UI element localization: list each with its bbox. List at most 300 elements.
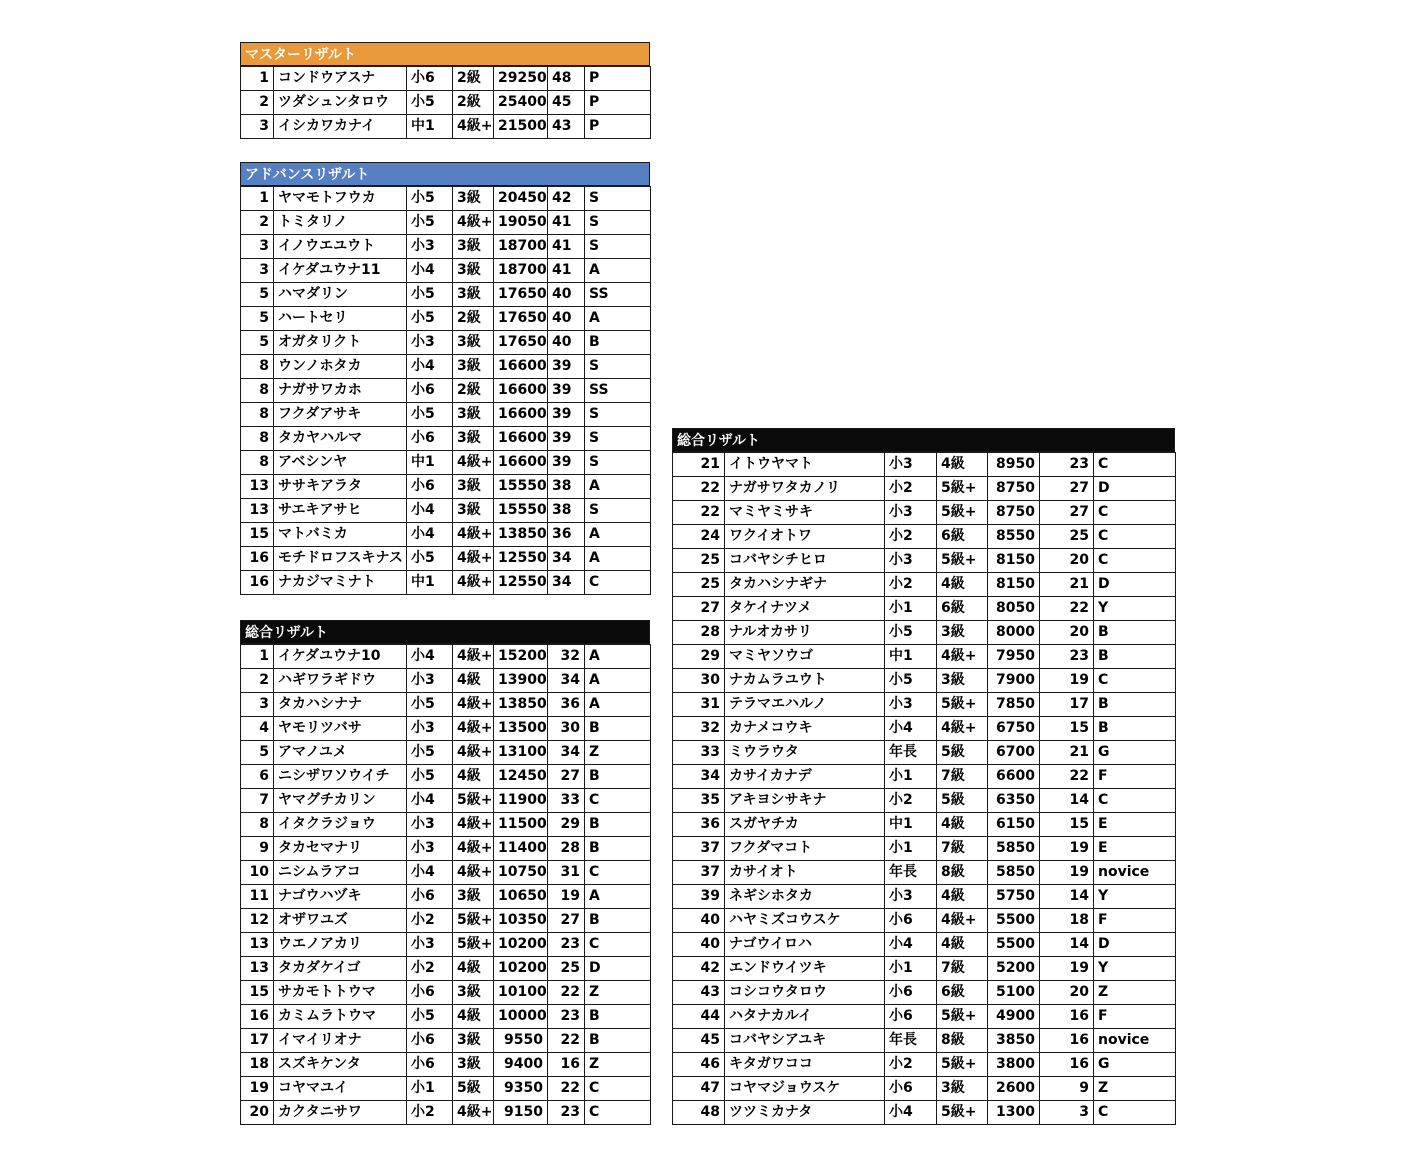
cell-score: 7850	[988, 693, 1040, 717]
cell-score: 25400	[494, 91, 548, 115]
cell-name: イノウエユウト	[274, 235, 407, 259]
cell-count: 23	[548, 1101, 585, 1125]
cell-level: 4級+	[453, 837, 494, 861]
cell-level: 3級	[453, 355, 494, 379]
cell-class: D	[1094, 573, 1176, 597]
cell-class: Z	[1094, 1077, 1176, 1101]
cell-score: 16600	[494, 451, 548, 475]
cell-rank: 5	[241, 307, 274, 331]
cell-class: B	[1094, 693, 1176, 717]
cell-name: マミヤソウゴ	[725, 645, 885, 669]
cell-count: 31	[548, 861, 585, 885]
cell-grade: 小3	[885, 885, 937, 909]
table-row	[241, 427, 651, 451]
cell-grade: 中1	[407, 571, 453, 595]
cell-class: B	[1094, 621, 1176, 645]
cell-rank: 48	[673, 1101, 725, 1125]
cell-score: 16600	[494, 379, 548, 403]
cell-class: A	[585, 475, 651, 499]
cell-grade: 小3	[407, 235, 453, 259]
cell-class: SS	[585, 283, 651, 307]
cell-count: 15	[1040, 717, 1094, 741]
cell-grade: 小6	[885, 909, 937, 933]
cell-class: C	[585, 1101, 651, 1125]
cell-count: 40	[548, 331, 585, 355]
cell-score: 5100	[988, 981, 1040, 1005]
cell-rank: 24	[673, 525, 725, 549]
cell-class: Z	[585, 1053, 651, 1077]
cell-rank: 15	[241, 981, 274, 1005]
cell-grade: 中1	[407, 451, 453, 475]
cell-grade: 小3	[885, 549, 937, 573]
cell-name: ナガサワタカノリ	[725, 477, 885, 501]
cell-score: 17650	[494, 331, 548, 355]
cell-rank: 2	[241, 669, 274, 693]
cell-score: 13850	[494, 523, 548, 547]
cell-level: 5級+	[937, 693, 988, 717]
cell-count: 21	[1040, 741, 1094, 765]
cell-level: 4級+	[453, 571, 494, 595]
cell-class: S	[585, 211, 651, 235]
cell-rank: 8	[241, 813, 274, 837]
cell-class: S	[585, 355, 651, 379]
table-row	[241, 765, 651, 789]
cell-name: サカモトトウマ	[274, 981, 407, 1005]
master-result-table	[240, 66, 651, 139]
cell-count: 39	[548, 451, 585, 475]
cell-rank: 25	[673, 573, 725, 597]
cell-rank: 30	[673, 669, 725, 693]
cell-name: イケダユウナ10	[274, 645, 407, 669]
table-row	[241, 91, 651, 115]
cell-score: 18700	[494, 235, 548, 259]
cell-rank: 8	[241, 427, 274, 451]
cell-count: 16	[548, 1053, 585, 1077]
cell-rank: 40	[673, 909, 725, 933]
cell-score: 8950	[988, 453, 1040, 477]
cell-level: 5級+	[937, 501, 988, 525]
cell-grade: 年長	[885, 741, 937, 765]
cell-count: 22	[1040, 765, 1094, 789]
cell-name: ハタナカルイ	[725, 1005, 885, 1029]
cell-name: サエキアサヒ	[274, 499, 407, 523]
cell-level: 4級	[937, 813, 988, 837]
cell-level: 6級	[937, 525, 988, 549]
table-row	[673, 909, 1176, 933]
cell-name: ヤモリツバサ	[274, 717, 407, 741]
cell-rank: 12	[241, 909, 274, 933]
cell-count: 20	[1040, 621, 1094, 645]
cell-name: タカダケイゴ	[274, 957, 407, 981]
cell-grade: 小6	[407, 1029, 453, 1053]
table-row	[673, 1029, 1176, 1053]
cell-level: 4級	[937, 573, 988, 597]
cell-rank: 39	[673, 885, 725, 909]
cell-score: 10000	[494, 1005, 548, 1029]
cell-count: 45	[548, 91, 585, 115]
cell-count: 32	[548, 645, 585, 669]
table-row	[673, 837, 1176, 861]
cell-name: ナカジマミナト	[274, 571, 407, 595]
cell-name: カナメコウキ	[725, 717, 885, 741]
cell-name: コヤマユイ	[274, 1077, 407, 1101]
cell-count: 16	[1040, 1053, 1094, 1077]
cell-rank: 2	[241, 211, 274, 235]
cell-grade: 小5	[407, 1005, 453, 1029]
table-row	[673, 693, 1176, 717]
cell-name: モチドロフスキナス	[274, 547, 407, 571]
cell-name: タカハシナギナ	[725, 573, 885, 597]
cell-score: 8150	[988, 573, 1040, 597]
cell-grade: 小3	[407, 669, 453, 693]
table-row	[241, 645, 651, 669]
cell-class: A	[585, 645, 651, 669]
cell-grade: 中1	[885, 645, 937, 669]
cell-grade: 小1	[407, 1077, 453, 1101]
cell-rank: 37	[673, 837, 725, 861]
cell-count: 15	[1040, 813, 1094, 837]
cell-grade: 小4	[407, 259, 453, 283]
cell-level: 2級	[453, 91, 494, 115]
cell-rank: 33	[673, 741, 725, 765]
cell-level: 4級+	[453, 211, 494, 235]
cell-class: SS	[585, 379, 651, 403]
cell-class: C	[585, 1077, 651, 1101]
cell-count: 25	[548, 957, 585, 981]
table-row	[241, 211, 651, 235]
table-row	[673, 1101, 1176, 1125]
cell-name: オザワユズ	[274, 909, 407, 933]
cell-rank: 4	[241, 717, 274, 741]
cell-score: 4900	[988, 1005, 1040, 1029]
cell-score: 12550	[494, 571, 548, 595]
cell-level: 4級+	[453, 1101, 494, 1125]
cell-score: 10750	[494, 861, 548, 885]
cell-name: スガヤチカ	[725, 813, 885, 837]
cell-count: 23	[1040, 453, 1094, 477]
cell-class: B	[585, 909, 651, 933]
cell-name: ナカムラユウト	[725, 669, 885, 693]
cell-count: 39	[548, 379, 585, 403]
cell-grade: 小5	[407, 211, 453, 235]
cell-score: 29250	[494, 67, 548, 91]
cell-rank: 8	[241, 451, 274, 475]
cell-level: 4級+	[453, 645, 494, 669]
cell-count: 34	[548, 669, 585, 693]
cell-level: 6級	[937, 981, 988, 1005]
cell-grade: 小5	[407, 283, 453, 307]
cell-rank: 11	[241, 885, 274, 909]
cell-score: 11500	[494, 813, 548, 837]
cell-score: 6750	[988, 717, 1040, 741]
cell-rank: 8	[241, 379, 274, 403]
cell-name: ヤマモトフウカ	[274, 187, 407, 211]
cell-rank: 22	[673, 501, 725, 525]
cell-level: 7級	[937, 957, 988, 981]
cell-grade: 小6	[407, 67, 453, 91]
cell-score: 9400	[494, 1053, 548, 1077]
cell-count: 41	[548, 211, 585, 235]
cell-score: 7900	[988, 669, 1040, 693]
cell-score: 19050	[494, 211, 548, 235]
cell-grade: 小6	[407, 475, 453, 499]
table-row	[673, 885, 1176, 909]
cell-level: 3級	[453, 403, 494, 427]
cell-rank: 42	[673, 957, 725, 981]
cell-rank: 3	[241, 115, 274, 139]
cell-name: ササキアラタ	[274, 475, 407, 499]
table-row	[241, 115, 651, 139]
table-row	[241, 571, 651, 595]
cell-name: イタクラジョウ	[274, 813, 407, 837]
cell-count: 14	[1040, 789, 1094, 813]
cell-level: 3級	[453, 499, 494, 523]
cell-rank: 13	[241, 499, 274, 523]
cell-rank: 13	[241, 957, 274, 981]
cell-count: 34	[548, 547, 585, 571]
cell-rank: 3	[241, 693, 274, 717]
cell-rank: 9	[241, 837, 274, 861]
cell-class: B	[1094, 645, 1176, 669]
table-row	[241, 741, 651, 765]
cell-name: ウンノホタカ	[274, 355, 407, 379]
cell-count: 17	[1040, 693, 1094, 717]
cell-class: D	[585, 957, 651, 981]
table-row	[241, 885, 651, 909]
cell-level: 4級+	[453, 717, 494, 741]
cell-class: P	[585, 91, 651, 115]
cell-count: 20	[1040, 549, 1094, 573]
cell-level: 4級+	[453, 451, 494, 475]
cell-level: 4級	[453, 957, 494, 981]
cell-class: A	[585, 669, 651, 693]
cell-score: 5850	[988, 837, 1040, 861]
table-row	[673, 1077, 1176, 1101]
cell-class: D	[1094, 477, 1176, 501]
overall-result-table-1	[240, 644, 651, 1125]
cell-count: 41	[548, 235, 585, 259]
cell-class: Y	[1094, 597, 1176, 621]
cell-count: 22	[1040, 597, 1094, 621]
cell-grade: 小1	[885, 597, 937, 621]
cell-rank: 1	[241, 67, 274, 91]
cell-grade: 小6	[407, 427, 453, 451]
cell-name: コンドウアスナ	[274, 67, 407, 91]
cell-rank: 47	[673, 1077, 725, 1101]
cell-rank: 15	[241, 523, 274, 547]
table-row	[241, 259, 651, 283]
table-row	[241, 861, 651, 885]
cell-count: 39	[548, 355, 585, 379]
cell-rank: 3	[241, 259, 274, 283]
cell-count: 27	[548, 765, 585, 789]
cell-rank: 27	[673, 597, 725, 621]
cell-level: 4級+	[453, 861, 494, 885]
cell-level: 3級	[937, 669, 988, 693]
cell-rank: 17	[241, 1029, 274, 1053]
cell-score: 10200	[494, 957, 548, 981]
cell-name: スズキケンタ	[274, 1053, 407, 1077]
cell-class: A	[585, 885, 651, 909]
cell-level: 5級+	[937, 1101, 988, 1125]
cell-name: イマイリオナ	[274, 1029, 407, 1053]
cell-count: 3	[1040, 1101, 1094, 1125]
cell-level: 4級+	[453, 115, 494, 139]
cell-class: C	[1094, 549, 1176, 573]
cell-score: 13100	[494, 741, 548, 765]
cell-grade: 小2	[885, 477, 937, 501]
cell-name: カクタニサワ	[274, 1101, 407, 1125]
cell-count: 23	[548, 1005, 585, 1029]
table-row	[673, 453, 1176, 477]
cell-grade: 小3	[885, 501, 937, 525]
cell-count: 22	[548, 981, 585, 1005]
cell-grade: 小6	[407, 981, 453, 1005]
table-row	[673, 981, 1176, 1005]
cell-count: 19	[1040, 861, 1094, 885]
cell-grade: 小1	[885, 765, 937, 789]
cell-score: 12450	[494, 765, 548, 789]
cell-name: タケイナツメ	[725, 597, 885, 621]
cell-rank: 13	[241, 475, 274, 499]
cell-count: 14	[1040, 885, 1094, 909]
cell-score: 8150	[988, 549, 1040, 573]
cell-class: novice	[1094, 861, 1176, 885]
cell-class: S	[585, 451, 651, 475]
cell-class: Y	[1094, 957, 1176, 981]
cell-class: B	[585, 1029, 651, 1053]
cell-score: 12550	[494, 547, 548, 571]
cell-grade: 小4	[885, 933, 937, 957]
cell-rank: 28	[673, 621, 725, 645]
cell-count: 14	[1040, 933, 1094, 957]
cell-grade: 小5	[407, 187, 453, 211]
cell-level: 4級	[453, 1005, 494, 1029]
table-row	[241, 283, 651, 307]
table-row	[673, 861, 1176, 885]
cell-level: 2級	[453, 307, 494, 331]
cell-class: B	[585, 717, 651, 741]
cell-grade: 小4	[407, 645, 453, 669]
cell-rank: 2	[241, 91, 274, 115]
cell-name: アキヨシサキナ	[725, 789, 885, 813]
cell-name: コシコウタロウ	[725, 981, 885, 1005]
cell-name: ワクイオトワ	[725, 525, 885, 549]
cell-level: 7級	[937, 765, 988, 789]
cell-class: B	[585, 1005, 651, 1029]
cell-grade: 小6	[407, 1053, 453, 1077]
cell-name: マトバミカ	[274, 523, 407, 547]
cell-grade: 小3	[407, 933, 453, 957]
cell-rank: 1	[241, 187, 274, 211]
table-row	[241, 981, 651, 1005]
cell-class: B	[585, 837, 651, 861]
cell-level: 5級+	[937, 1005, 988, 1029]
table-row	[241, 67, 651, 91]
cell-score: 6150	[988, 813, 1040, 837]
cell-score: 10350	[494, 909, 548, 933]
cell-score: 5200	[988, 957, 1040, 981]
cell-count: 38	[548, 499, 585, 523]
cell-grade: 小4	[885, 1101, 937, 1125]
table-row	[673, 501, 1176, 525]
table-row	[673, 669, 1176, 693]
cell-name: タカハシナナ	[274, 693, 407, 717]
cell-grade: 小2	[885, 1053, 937, 1077]
cell-score: 6700	[988, 741, 1040, 765]
cell-class: F	[1094, 765, 1176, 789]
cell-class: A	[585, 307, 651, 331]
cell-rank: 19	[241, 1077, 274, 1101]
table-row	[673, 765, 1176, 789]
table-row	[673, 813, 1176, 837]
cell-class: A	[585, 693, 651, 717]
cell-grade: 小4	[407, 355, 453, 379]
table-row	[241, 331, 651, 355]
cell-level: 4級+	[453, 523, 494, 547]
table-row	[673, 597, 1176, 621]
table-row	[241, 1053, 651, 1077]
cell-score: 10650	[494, 885, 548, 909]
cell-count: 19	[1040, 837, 1094, 861]
cell-rank: 8	[241, 355, 274, 379]
cell-rank: 21	[673, 453, 725, 477]
cell-name: マミヤミサキ	[725, 501, 885, 525]
cell-count: 21	[1040, 573, 1094, 597]
cell-score: 18700	[494, 259, 548, 283]
cell-name: ウエノアカリ	[274, 933, 407, 957]
cell-level: 4級	[453, 765, 494, 789]
cell-score: 8750	[988, 477, 1040, 501]
cell-grade: 小2	[407, 909, 453, 933]
cell-class: C	[1094, 669, 1176, 693]
cell-class: S	[585, 499, 651, 523]
cell-level: 3級	[453, 187, 494, 211]
cell-score: 3800	[988, 1053, 1040, 1077]
cell-score: 16600	[494, 355, 548, 379]
cell-rank: 34	[673, 765, 725, 789]
table-row	[241, 547, 651, 571]
cell-grade: 小5	[885, 621, 937, 645]
cell-level: 5級+	[453, 933, 494, 957]
cell-rank: 40	[673, 933, 725, 957]
cell-rank: 5	[241, 741, 274, 765]
overall-result-section-1	[240, 620, 650, 1125]
cell-grade: 小2	[885, 789, 937, 813]
cell-grade: 小2	[407, 1101, 453, 1125]
table-row	[241, 1101, 651, 1125]
cell-level: 2級	[453, 379, 494, 403]
cell-class: Z	[585, 741, 651, 765]
cell-rank: 5	[241, 331, 274, 355]
cell-grade: 小5	[407, 307, 453, 331]
cell-count: 38	[548, 475, 585, 499]
table-row	[241, 1077, 651, 1101]
cell-level: 5級	[453, 1077, 494, 1101]
cell-score: 9150	[494, 1101, 548, 1125]
cell-name: ミウラウタ	[725, 741, 885, 765]
cell-rank: 22	[673, 477, 725, 501]
cell-grade: 小5	[407, 91, 453, 115]
cell-grade: 小3	[407, 813, 453, 837]
cell-name: カミムラトウマ	[274, 1005, 407, 1029]
cell-count: 29	[548, 813, 585, 837]
cell-count: 22	[548, 1077, 585, 1101]
overall-result-header-1: 総合リザルト	[240, 620, 650, 644]
cell-level: 4級+	[453, 693, 494, 717]
cell-grade: 小4	[885, 717, 937, 741]
cell-grade: 小4	[407, 523, 453, 547]
